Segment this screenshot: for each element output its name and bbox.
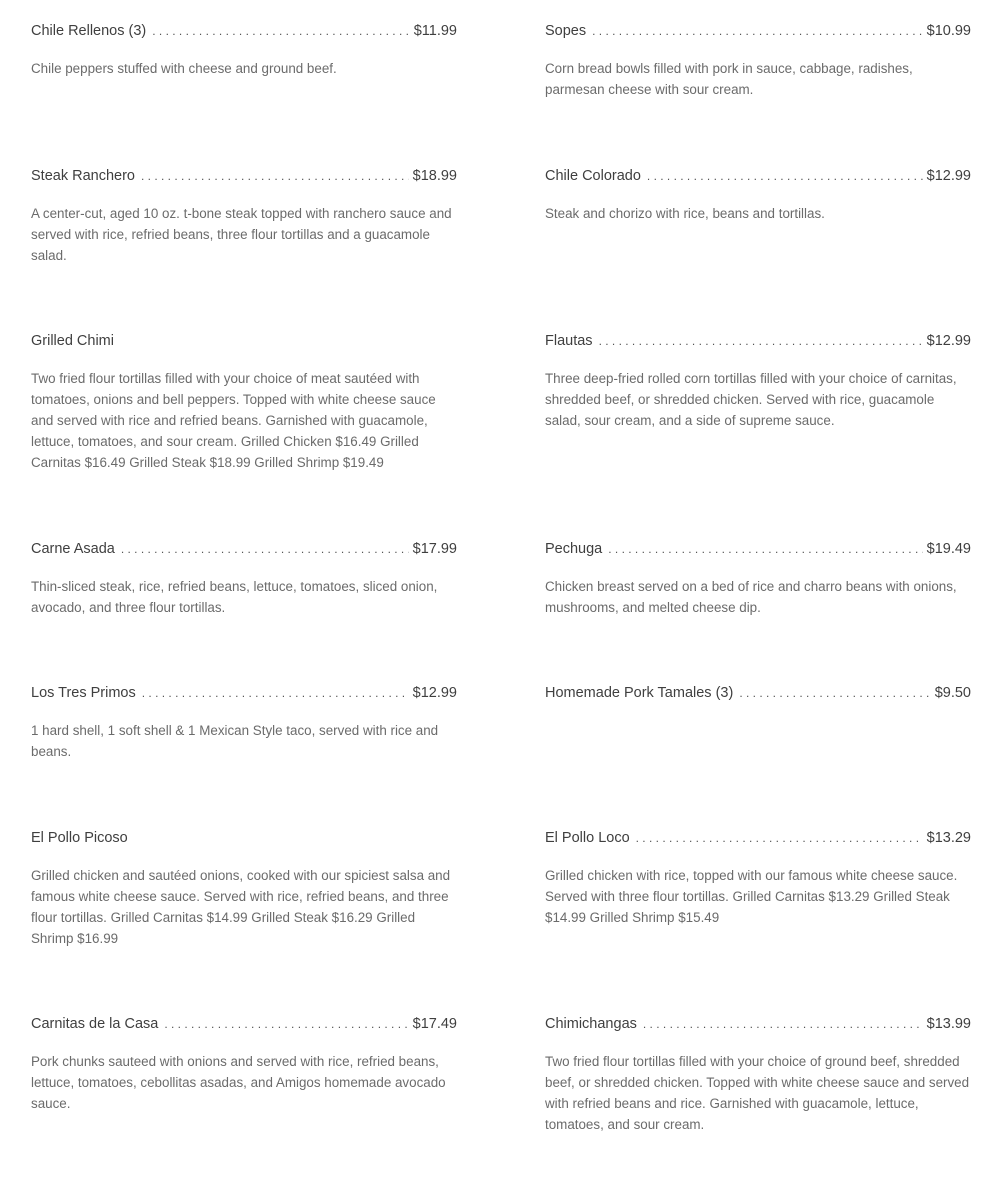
menu-item-description: Two fried flour tortillas filled with your choice of ground beef, shredded beef, or shredded chicken. Topped with white cheese sauce and served with refried beans and rice. Garnished with guacamole, lettuce, tomatoes, and sour cream. [545, 1054, 970, 1132]
menu-item-price: $12.99 [926, 168, 971, 184]
menu-item-name: Carne Asada [31, 541, 115, 557]
dot-leader [608, 542, 922, 556]
dot-leader [739, 686, 930, 700]
menu-item [31, 333, 457, 473]
menu-item-name: El Pollo Loco [545, 830, 630, 846]
menu-item-title-row [31, 333, 457, 355]
menu-item-name: Grilled Chimi [31, 333, 114, 349]
menu-item-price: $12.99 [926, 333, 971, 349]
menu-item [31, 541, 457, 618]
menu-item-price: $10.99 [926, 23, 971, 39]
menu-item-name: Steak Ranchero [31, 168, 135, 184]
menu-item-description: Corn bread bowls filled with pork in sauce, cabbage, radishes, parmesan cheese with sour cream. [545, 61, 913, 97]
menu-item [545, 830, 971, 928]
menu-item-price: $9.50 [934, 685, 971, 701]
menu-item-price: $11.99 [413, 23, 457, 39]
menu-item-description: 1 hard shell, 1 soft shell & 1 Mexican Style taco, served with rice and beans. [31, 723, 439, 759]
menu-item-title-row [545, 685, 971, 707]
menu-item [545, 541, 971, 618]
menu-item-description: Pork chunks sauteed with onions and served with rice, refried beans, lettuce, tomatoes, cebollitas asadas, and Amigos homemade avocado sauce. [31, 1054, 446, 1111]
menu-item [545, 685, 971, 707]
dot-leader [592, 24, 923, 38]
menu-item-description: Chile peppers stuffed with cheese and ground beef. [31, 61, 337, 76]
dot-leader [643, 1017, 923, 1031]
menu-item-title-row [545, 541, 971, 563]
menu-item-price: $19.49 [926, 541, 971, 557]
menu-item-title-row [545, 168, 971, 190]
menu-item-title-row [545, 333, 971, 355]
dot-leader [647, 169, 923, 183]
menu-item-name: Chimichangas [545, 1016, 637, 1032]
menu-item-title-row [545, 1016, 971, 1038]
menu-item-description: Grilled chicken with rice, topped with our famous white cheese sauce. Served with three flour tortillas. Grilled Carnitas $13.29 Grilled Steak $14.99 Grilled Shrimp $15.49 [545, 868, 958, 925]
menu-item-price: $13.29 [926, 830, 971, 846]
menu-item [545, 333, 971, 431]
menu-item-name: Flautas [545, 333, 593, 349]
menu-item-name: Carnitas de la Casa [31, 1016, 159, 1032]
menu-item-description: Chicken breast served on a bed of rice and charro beans with onions, mushrooms, and melted cheese dip. [545, 579, 957, 615]
menu-item-price: $17.99 [412, 541, 457, 557]
menu-item-price: $12.99 [412, 685, 457, 701]
menu-item-title-row [545, 23, 971, 45]
menu-item-name: Sopes [545, 23, 587, 39]
menu-item-description: Thin-sliced steak, rice, refried beans, lettuce, tomatoes, sliced onion, avocado, and three flour tortillas. [31, 579, 438, 615]
menu-item [31, 685, 457, 762]
menu-item-title-row [31, 23, 457, 45]
menu-item-name: Pechuga [545, 541, 603, 557]
dot-leader [142, 686, 409, 700]
menu-item-description: A center-cut, aged 10 oz. t-bone steak topped with ranchero sauce and served with rice, refried beans, three flour tortillas and a guacamole salad. [31, 206, 452, 263]
menu-item-name: Chile Colorado [545, 168, 641, 184]
menu-item [31, 168, 457, 266]
menu-item-title-row [31, 830, 457, 852]
menu-item [545, 1016, 971, 1135]
menu-item-name: El Pollo Picoso [31, 830, 128, 846]
menu-item-title-row [31, 1016, 457, 1038]
dot-leader [636, 831, 923, 845]
menu-item-title-row [31, 168, 457, 190]
menu-item [31, 830, 457, 949]
menu-item [31, 1016, 457, 1114]
menu-item-description: Grilled chicken and sautéed onions, cooked with our spiciest salsa and famous white cheese sauce. Served with rice, refried beans, and three flour tortillas. Grilled Carnitas $14.99 Grilled Steak $16.29 Grilled Shrimp $16.99 [31, 868, 451, 946]
menu-item-description: Steak and chorizo with rice, beans and tortillas. [545, 206, 825, 221]
menu-item-price: $18.99 [412, 168, 457, 184]
dot-leader [164, 1017, 408, 1031]
menu-item-name: Chile Rellenos (3) [31, 23, 147, 39]
menu-item [545, 168, 971, 224]
menu-item-description: Two fried flour tortillas filled with your choice of meat sautéed with tomatoes, onions and bell peppers. Topped with white cheese sauce and served with rice and refried beans. Garnished with guacamole, lettuce, tomatoes, and sour cream. Grilled Chicken $16.49 Grilled Carnitas $16.49 Grilled Steak $18.99 Grilled Shrimp $19.49 [31, 371, 436, 470]
menu-item [545, 23, 971, 100]
dot-leader [599, 334, 923, 348]
dot-leader [141, 169, 409, 183]
menu-item [31, 23, 457, 79]
menu-item-price: $13.99 [926, 1016, 971, 1032]
menu-item-title-row [31, 685, 457, 707]
menu-item-price: $17.49 [412, 1016, 457, 1032]
menu-item-title-row [31, 541, 457, 563]
dot-leader [121, 542, 409, 556]
menu-item-name: Homemade Pork Tamales (3) [545, 685, 734, 701]
menu-item-name: Los Tres Primos [31, 685, 136, 701]
menu-item-title-row [545, 830, 971, 852]
menu-item-description: Three deep-fried rolled corn tortillas filled with your choice of carnitas, shredded beef, or shredded chicken. Served with rice, guacamole salad, sour cream, and a side of supreme sauce. [545, 371, 957, 428]
dot-leader [152, 24, 409, 38]
